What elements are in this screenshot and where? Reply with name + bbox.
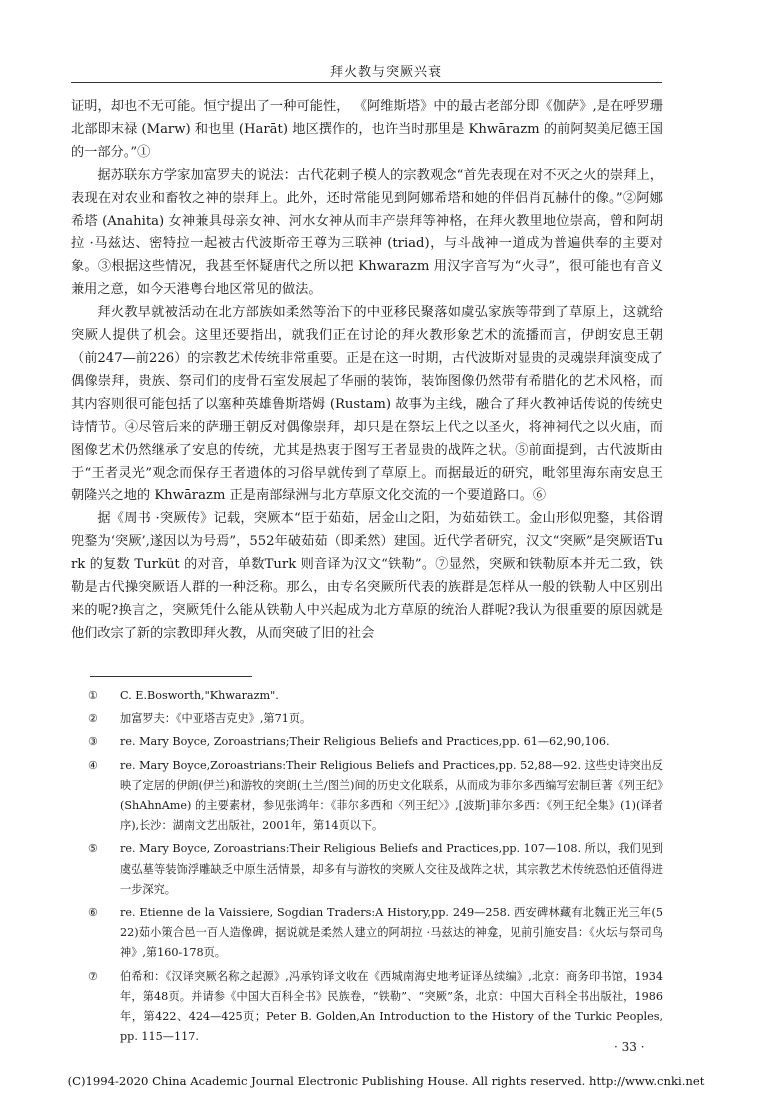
body-paragraph: 据苏联东方学家加富罗夫的说法：古代花剌子模人的宗教观念“首先表现在对不灭之火的崇拜上，表现在对农业和畜牧之神的崇拜上。此外，还时常能见到阿娜希塔和她的伴侣肖瓦赫什的像。”②阿娜希塔 (Anahita) 女神兼具母亲女神、河水女神从而丰产崇拜等神格，在拜火教里地位崇高，曾和阿胡拉 ·马兹达、密特拉一起被古代波斯帝王尊为三联神 (triad)，与斗战神一道成为普遍供奉的主要对象。③根据这些情况，我甚至怀疑唐代之所以把 Khwarazm 用汉字音写为“火寻”，很可能也有音义兼用之意，如今天港粤台地区常见的做法。 bbox=[71, 167, 663, 298]
footnote-text: re. Etienne de la Vaissiere, Sogdian Traders:A History,pp. 249—258. 西安碑林藏有北魏正光三年(522)茹小策合邑一百人造像碑，据说就是柔然人建立的阿胡拉 ·马兹达的神龛，见前引施安昌：《火坛与祭司鸟神》,第160-178页。 bbox=[120, 906, 663, 960]
footnote-text: C. E.Bosworth,"Khwarazm". bbox=[120, 689, 279, 702]
footnote-item bbox=[88, 686, 663, 706]
body-paragraph: 拜火教早就被活动在北方部族如柔然等治下的中亚移民聚落如虞弘家族等带到了草原上，这就给突厥人提供了机会。这里还要指出，就我们正在讨论的拜火教形象艺术的流播而言，伊朗安息王朝（前247—前226）的宗教艺术传统非常重要。正是在这一时期，古代波斯对显贵的灵魂崇拜演变成了偶像崇拜，贵族、祭司们的庋骨石室发展起了华丽的装饰，装饰图像仍然带有希腊化的艺术风格，而其内容则很可能包括了以塞种英雄鲁斯塔姆 (Rustam) 故事为主线，融合了拜火教神话传说的传统史诗情节。④尽管后来的萨珊王朝反对偶像崇拜，却只是在祭坛上代之以圣火，将神祠代之以火庙，而图像艺术仍然继承了安息的传统，尤其是热衷于图写王者显贵的战阵之状。⑤前面提到，古代波斯由于“王者灵光”观念而保存王者遗体的习俗早就传到了草原上。而据最近的研究，毗邻里海东南安息王朝隆兴之地的 Khwārazm 正是南部绿洲与北方草原文化交流的一个要道路口。⑥ bbox=[71, 305, 663, 504]
footnote-text: re. Mary Boyce, Zoroastrians;Their Religious Beliefs and Practices,pp. 61—62,90,106. bbox=[120, 735, 610, 749]
copyright-notice: (C)1994-2020 China Academic Journal Electronic Publishing House. All rights reserved. http://www.cnki.net bbox=[67, 1074, 705, 1088]
footnotes-section bbox=[88, 686, 663, 1050]
body-paragraph: 证明，却也不无可能。恒宁提出了一种可能性， 《阿维斯塔》中的最古老部分即《伽萨》,是在呼罗珊北部即末禄 (Marw) 和也里 (Harāt) 地区撰作的，也许当时那里是 Khwārazm 的前阿契美尼德王国的一部分。”① bbox=[71, 99, 663, 160]
footnote-marker: ② bbox=[88, 712, 99, 726]
footnote-item bbox=[88, 967, 663, 1048]
footnote-marker: ⑦ bbox=[88, 969, 99, 983]
footnote-marker: ⑥ bbox=[88, 906, 99, 920]
header-divider bbox=[71, 82, 662, 83]
running-header-title: 拜火教与突厥兴衰 bbox=[329, 65, 442, 80]
footnote-marker: ③ bbox=[88, 735, 99, 749]
footnote-item bbox=[88, 709, 663, 729]
footnote-divider bbox=[90, 676, 252, 677]
footnote-marker: ⑤ bbox=[88, 842, 99, 856]
footnote-marker: ① bbox=[88, 689, 99, 702]
body-paragraph: 据《周书 ·突厥传》记载，突厥本“臣于茹茹，居金山之阳，为茹茹铁工。金山形似兜鍪，其俗谓兜鍪为‘突厥’,遂因以为号焉”，552年破茹茹（即柔然）建国。近代学者研究，汉文“突厥”是突厥语Turk 的复数 Turküt 的对音，单数Turk 则音译为汉文“铁勒”。⑦显然，突厥和铁勒原本并无二致，铁勒是古代操突厥语人群的一种泛称。那么，由专名突厥所代表的族群是怎样从一般的铁勒人中区别出来的呢?换言之，突厥凭什么能从铁勒人中兴起成为北方草原的统治人群呢?我认为很重要的原因就是他们改宗了新的宗教即拜火教，从而突破了旧的社会 bbox=[71, 511, 663, 641]
footnote-item bbox=[88, 903, 663, 964]
footnote-item bbox=[88, 732, 663, 752]
footnote-text: 伯希和：《汉译突厥名称之起源》,冯承钧译文收在《西城南海史地考证译丛续编》,北京：商务印书馆，1934年，第48页。并请参《中国大百科全书》民族卷，“铁勒”、“突厥”条，北京：中国大百科全书出版社，1986年，第422、424—425页；Peter B. Golden,An Introduction to the History of the Turkic Peoples, pp. 115—117. bbox=[120, 969, 663, 1044]
body-text bbox=[71, 96, 663, 646]
footnote-text: re. Mary Boyce, Zoroastrians:Their Religious Beliefs and Practices,pp. 107—108. 所以，我们见到虞弘墓等装饰浮雕缺乏中原生活情景，却多有与游牧的突厥人交往及战阵之状，其宗教艺术传统恐怕还值得进一步深究。 bbox=[120, 842, 663, 896]
footnote-text: re. Mary Boyce,Zoroastrians:Their Religious Beliefs and Practices,pp. 52,88—92. 这些史诗突出反映了定居的伊朗(伊兰)和游牧的突朗(土兰/图兰)间的历史文化联系，从而成为菲尔多西编写宏制巨著《列王纪》(ShAhnAme) 的主要素材，参见张鸿年：《菲尔多西和〈列王纪〉》,[波斯]菲尔多西：《列王纪全集》(1)(译者序),长沙：湖南文艺出版社，2001年，第14页以下。 bbox=[120, 758, 663, 833]
footnote-text: 加富罗夫：《中亚塔吉克史》,第71页。 bbox=[120, 712, 312, 726]
footnote-item bbox=[88, 839, 663, 900]
footnote-item bbox=[88, 756, 663, 837]
page-number: · 33 · bbox=[614, 1040, 645, 1054]
footnote-marker: ④ bbox=[88, 758, 99, 772]
